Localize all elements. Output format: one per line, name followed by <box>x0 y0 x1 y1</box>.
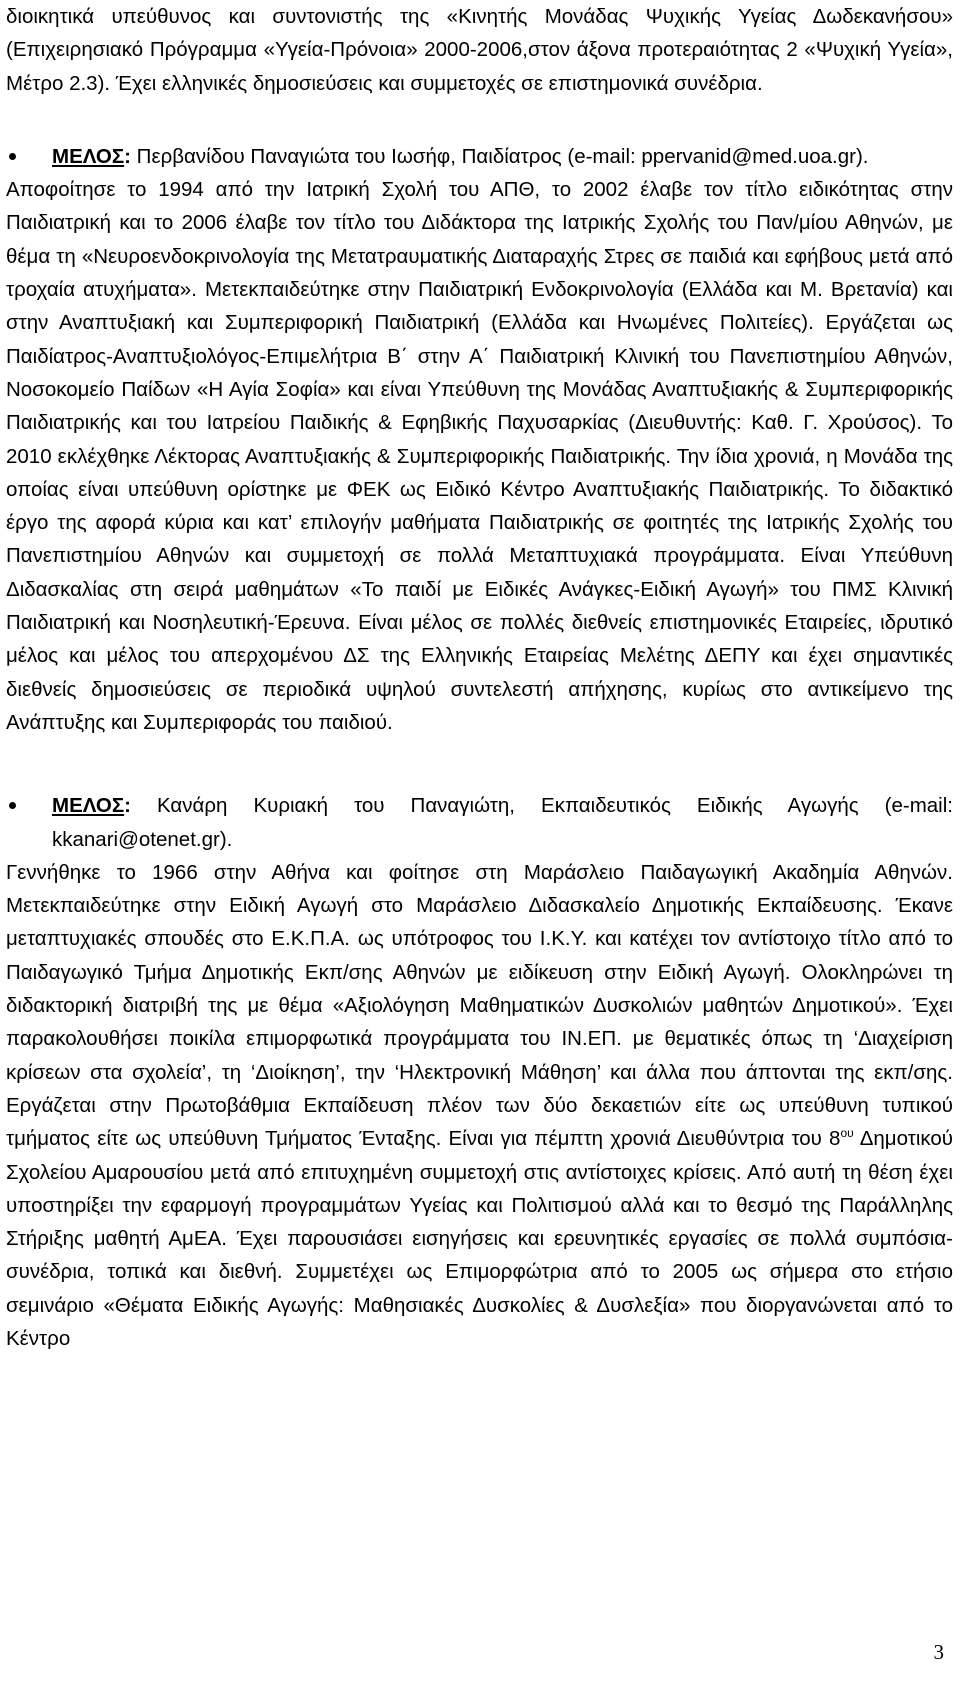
member-header-2 <box>6 789 953 856</box>
bio-text-part: Γεννήθηκε το 1966 στην Αθήνα και φοίτησε στη Μαράσλειο Παιδαγωγική Ακαδημία Αθηνών. Μετεκπαιδεύτηκε στην Ειδική Αγωγή στο Μαράσλειο Διδασκαλείο Δημοτικής Εκπαίδευσης. Έκανε μεταπτυχιακές σπουδές στο Ε.Κ.Π.Α. ως υπότροφος του Ι.Κ.Υ. και κατέχει τον αντίστοιχο τίτλο από το Παιδαγωγικό Τμήμα Δημοτικής Εκπ/σης Αθηνών με ειδίκευση στην Ειδική Αγωγή. Ολοκληρώνει τη διδακτορική διατριβή της με θέμα «Αξιολόγηση Μαθηματικών Δυσκολιών μαθητών Δημοτικού». Έχει παρακολουθήσει ποικίλα επιμορφωτικά προγράμματα του ΙΝ.ΕΠ. με θεματικές όπως τη ‘Διαχείριση κρίσεων στα σχολεία’, τη ‘Διοίκηση’, την ‘Ηλεκτρονική Μάθηση’ και άλλα που άπτονται της εκπ/σης. Εργάζεται στην Πρωτοβάθμια Εκπαίδευση πλέον των δύο δεκαετιών είτε ως υπεύθυνη τυπικού τμήματος είτε ως υπεύθυνη Τμήματος Ένταξης. Είναι για πέμπτη χρονιά Διευθύντρια του 8 <box>6 860 953 1151</box>
spacer <box>6 739 953 789</box>
member-header-1 <box>6 140 953 173</box>
member-entry-2 <box>6 789 953 1355</box>
member-name-line: Περβανίδου Παναγιώτα του Ιωσήφ, Παιδίατρος (e-mail: ppervanid@med.uoa.gr). <box>130 144 869 168</box>
document-body <box>6 0 953 1355</box>
ordinal-superscript: ου <box>840 1126 854 1141</box>
bio-text-part: Δημοτικού Σχολείου Αμαρουσίου μετά από επιτυχημένη συμμετοχή στις αντίστοιχες κρίσεις. Από αυτή τη θέση έχει υποστηρίξει την εφαρμογή προγραμμάτων Υγείας και Πολιτισμού αλλά και το θεσμό της Παράλληλης Στήριξης μαθητή ΑμΕΑ. Έχει παρουσιάσει εισηγήσεις και ερευνητικές εργασίες σε πολλά συμπόσια- συνέδρια, τοπικά και διεθνή. Συμμετέχει ως Επιμορφώτρια από το 2005 ως σήμερα στο ετήσιο σεμινάριο «Θέματα Ειδικής Αγωγής: Μαθησιακές Δυσκολίες & Δυσλεξία» που διοργανώνεται από το Κέντρο <box>6 1127 953 1350</box>
spacer <box>6 100 953 140</box>
role-label: ΜΕΛΟΣ <box>52 144 125 168</box>
role-colon: : <box>124 794 131 818</box>
page-number: 3 <box>933 1640 944 1664</box>
member-bio-1: Αποφοίτησε το 1994 από την Ιατρική Σχολή του ΑΠΘ, το 2002 έλαβε τον τίτλο ειδικότητας στην Παιδιατρική και το 2006 έλαβε τον τίτλο του Διδάκτορα της Ιατρικής Σχολής του Παν/μίου Αθηνών, με θέμα τη «Νευροενδοκρινολογία της Μετατραυματικής Διαταραχής Στρες σε παιδιά και εφήβους μετά από τροχαία ατυχήματα». Μετεκπαιδεύτηκε στην Παιδιατρική Ενδοκρινολογία (Ελλάδα και Μ. Βρετανία) και στην Αναπτυξιακή και Συμπεριφορική Παιδιατρική (Ελλάδα και Ηνωμένες Πολιτείες). Εργάζεται ως Παιδίατρος-Αναπτυξιολόγος-Επιμελήτρια Β΄ στην Α΄ Παιδιατρική Κλινική του Πανεπιστημίου Αθηνών, Νοσοκομείο Παίδων «Η Αγία Σοφία» και είναι Υπεύθυνη της Μονάδας Αναπτυξιακής & Συμπεριφορικής Παιδιατρικής και του Ιατρείου Παιδικής & Εφηβικής Παχυσαρκίας (Διευθυντής: Καθ. Γ. Χρούσος). Το 2010 εκλέχθηκε Λέκτορας Αναπτυξιακής & Συμπεριφορικής Παιδιατρικής. Την ίδια χρονιά, η Μονάδα της οποίας είναι υπεύθυνη ορίστηκε με ΦΕΚ ως Ειδικό Κέντρο Αναπτυξιακής Παιδιατρικής. Το διδακτικό έργο της αφορά κύρια και κατ’ επιλογήν μαθήματα Παιδιατρικής σε φοιτητές της Ιατρικής Σχολής του Πανεπιστημίου Αθηνών και συμμετοχή σε πολλά Μεταπτυχιακά προγράμματα. Είναι Υπεύθυνη Διδασκαλίας στη σειρά μαθημάτων «Το παιδί με Ειδικές Ανάγκες-Ειδική Αγωγή» του ΠΜΣ Κλινική Παιδιατρική και Νοσηλευτική-Έρευνα. Είναι μέλος σε πολλές διεθνείς επιστημονικές Εταιρείες, ιδρυτικό μέλος και μέλος του απερχομένου ΔΣ της Ελληνικής Εταιρείας Μελέτης ΔΕΠΥ και έχει σημαντικές διεθνείς δημοσιεύσεις σε περιοδικά υψηλού συντελεστή απήχησης, κυρίως στο αντικείμενο της Ανάπτυξης και Συμπεριφοράς του παιδιού. <box>6 178 953 734</box>
role-colon: : <box>124 144 131 168</box>
member-entry-1 <box>6 140 953 739</box>
member-name-line: Κανάρη Κυριακή του Παναγιώτη, Εκπαιδευτικός Ειδικής Αγωγής (e-mail: kkanari@otenet.gr). <box>52 794 953 851</box>
intro-paragraph: διοικητικά υπεύθυνος και συντονιστής της «Κινητής Μονάδας Ψυχικής Υγείας Δωδεκανήσου» (Επιχειρησιακό Πρόγραμμα «Υγεία-Πρόνοια» 2000-2006,στον άξονα προτεραιότητας 2 «Ψυχική Υγεία», Μέτρο 2.3). Έχει ελληνικές δημοσιεύσεις και συμμετοχές σε επιστημονικά συνέδρια. <box>6 5 953 95</box>
member-bio-2 <box>6 856 953 1355</box>
role-label: ΜΕΛΟΣ <box>52 794 125 818</box>
